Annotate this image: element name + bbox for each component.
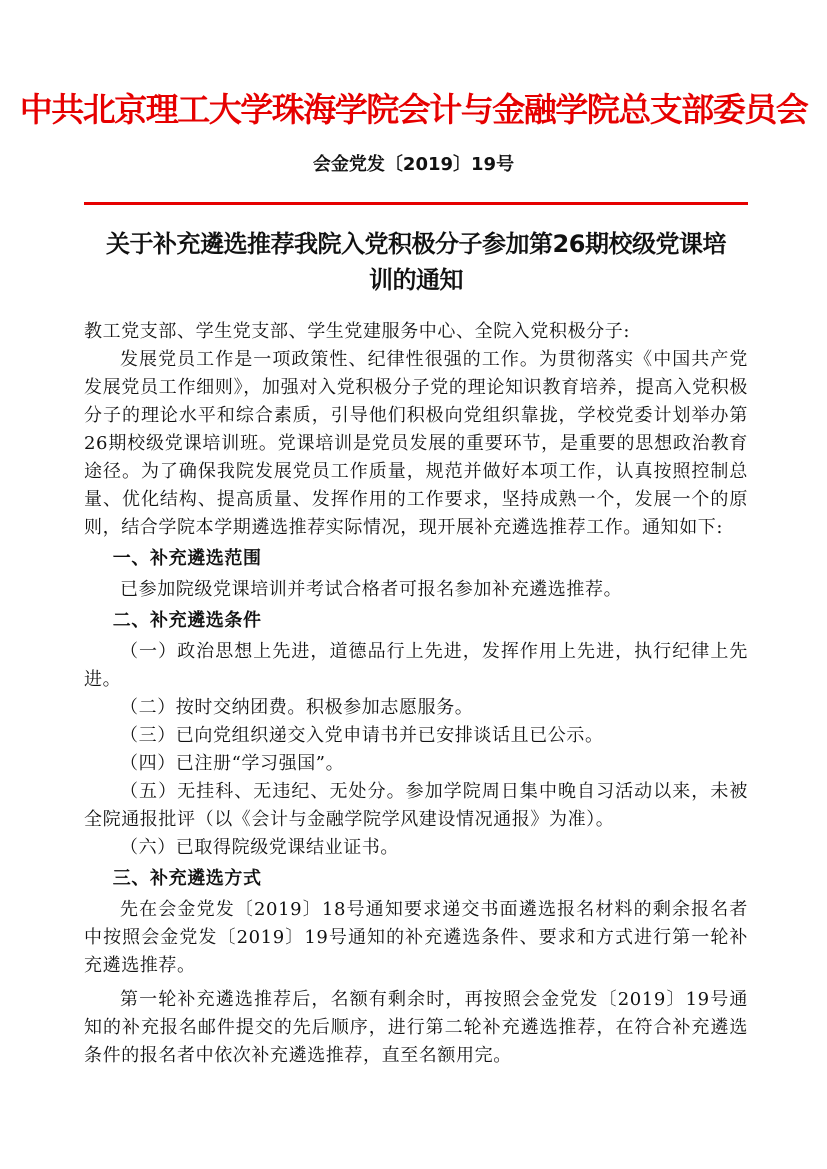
notice-title-line-1: 关于补充遴选推荐我院入党积极分子参加第26期校级党课培 [106, 230, 726, 258]
condition-item: （五）无挂科、无违纪、无处分。参加学院周日集中晚自习活动以来，未被全院通报批评（以《会计与金融学院学风建设情况通报》为准）。 [84, 781, 748, 830]
scope-paragraph: 已参加院级党课培训并考试合格者可报名参加补充遴选推荐。 [120, 579, 623, 600]
notice-title [84, 226, 748, 298]
intro-paragraph: 发展党员工作是一项政策性、纪律性很强的工作。为贯彻落实《中国共产党发展党员工作细则》，加强对入党积极分子党的理论知识教育培养，提高入党积极分子的理论水平和综合素质，引导他们积极向党组织靠拢，学校党委计划举办第26期校级党课培训班。党课培训是党员发展的重要环节，是重要的思想政治教育途径。为了确保我院发展党员工作质量，规范并做好本项工作，认真按照控制总量、优化结构、提高质量、发挥作用的工作要求，坚持成熟一个，发展一个的原则，结合学院本学期遴选推荐实际情况，现开展补充遴选推荐工作。通知如下: [84, 349, 748, 538]
condition-item: （三）已向党组织递交入党申请书并已安排谈话且已公示。 [120, 725, 604, 746]
notice-body [84, 318, 748, 1070]
condition-item: （二）按时交纳团费。积极参加志愿服务。 [120, 697, 474, 718]
red-divider-line [84, 202, 748, 205]
notice-title-line-2: 训的通知 [369, 266, 463, 294]
addressee-line: 教工党支部、学生党支部、学生党建服务中心、全院入党积极分子: [84, 321, 631, 342]
section-heading-conditions: 二、补充遴选条件 [112, 610, 262, 631]
section-heading-scope: 一、补充遴选范围 [112, 548, 262, 569]
method-paragraph: 先在会金党发〔2019〕18号通知要求递交书面遴选报名材料的剩余报名者中按照会金党发〔2019〕19号通知的补充遴选条件、要求和方式进行第一轮补充遴选推荐。 [84, 899, 748, 976]
condition-item: （一）政治思想上先进，道德品行上先进，发挥作用上先进，执行纪律上先进。 [84, 641, 748, 690]
condition-item: （四）已注册“学习强国”。 [120, 753, 345, 774]
section-heading-method: 三、补充遴选方式 [112, 868, 262, 889]
condition-item: （六）已取得院级党课结业证书。 [120, 837, 399, 858]
method-paragraph: 第一轮补充遴选推荐后，名额有剩余时，再按照会金党发〔2019〕19号通知的补充报名邮件提交的先后顺序，进行第二轮补充遴选推荐，在符合补充遴选条件的报名者中依次补充遴选推荐，直至名额用完。 [84, 989, 748, 1066]
document-number: 会金党发〔2019〕19号 [312, 154, 515, 175]
issuing-organization-header: 中共北京理工大学珠海学院会计与金融学院总支部委员会 [19, 90, 808, 129]
